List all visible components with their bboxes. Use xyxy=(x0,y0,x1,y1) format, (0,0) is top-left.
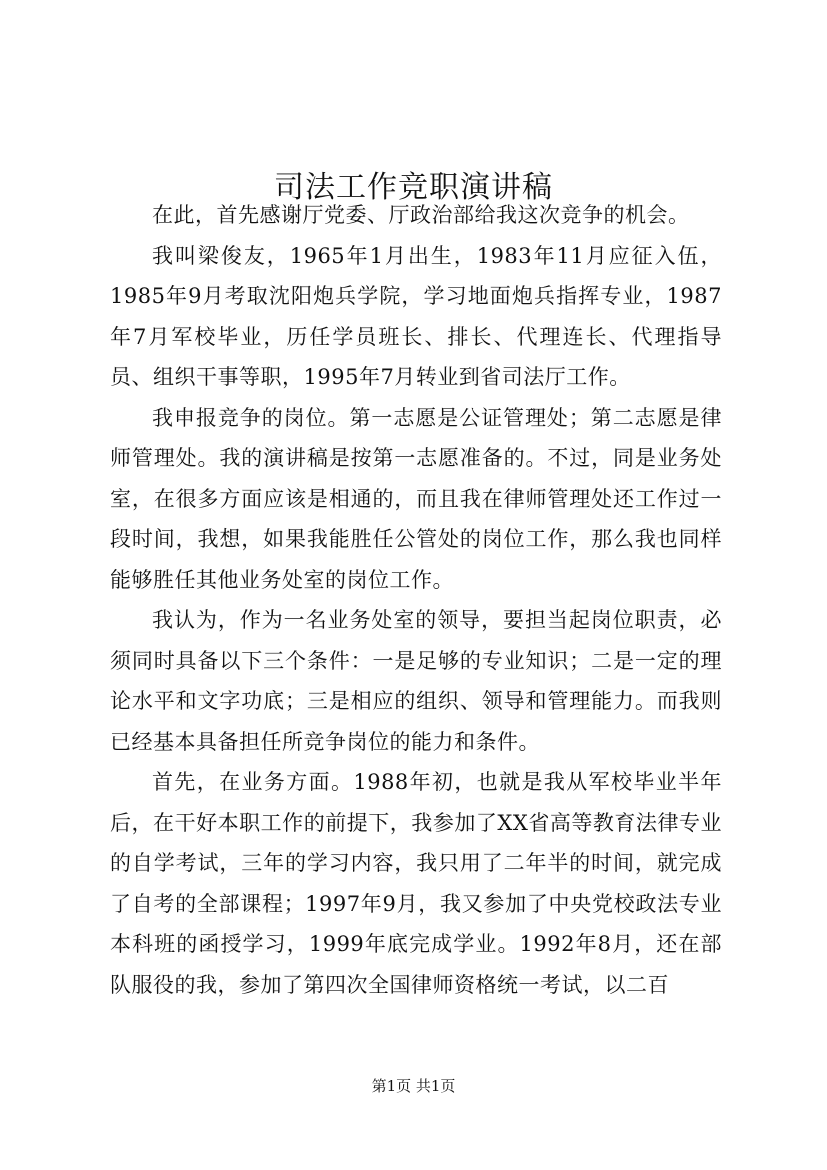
paragraph: 在此，首先感谢厅党委、厅政治部给我这次竞争的机会。 xyxy=(152,203,690,227)
paragraph: 我认为，作为一名业务处室的领导，要担当起岗位职责，必须同时具备以下三个条件：一是足够的专业知识；二是一定的理论水平和文字功底；三是相应的组织、领导和管理能力。而我则已经基本具备担任所竞争岗位的能力和条件。 xyxy=(110,608,722,754)
document-body xyxy=(110,195,722,1005)
document-title: 司法工作竞职演讲稿 xyxy=(274,170,553,206)
paragraph: 我申报竞争的岗位。第一志愿是公证管理处；第二志愿是律师管理处。我的演讲稿是按第一志愿准备的。不过，同是业务处室，在很多方面应该是相通的，而且我在律师管理处还工作过一段时间，我想，如果我能胜任公管处的岗位工作，那么我也同样能够胜任其他业务处室的岗位工作。 xyxy=(110,405,722,592)
page-number-footer: 第1页 共1页 xyxy=(371,1077,456,1095)
paragraph: 我叫梁俊友，1965年1月出生，1983年11月应征入伍，1985年9月考取沈阳炮兵学院，学习地面炮兵指挥专业，1987年7月军校毕业，历任学员班长、排长、代理连长、代理指导员、组织干事等职，1995年7月转业到省司法厅工作。 xyxy=(110,243,722,389)
paragraph: 首先，在业务方面。1988年初，也就是我从军校毕业半年后，在干好本职工作的前提下，我参加了XX省高等教育法律专业的自学考试，三年的学习内容，我只用了二年半的时间，就完成了自考的全部课程；1997年9月，我又参加了中央党校政法专业本科班的函授学习，1999年底完成学业。1992年8月，还在部队服役的我，参加了第四次全国律师资格统一考试，以二百 xyxy=(110,770,722,997)
